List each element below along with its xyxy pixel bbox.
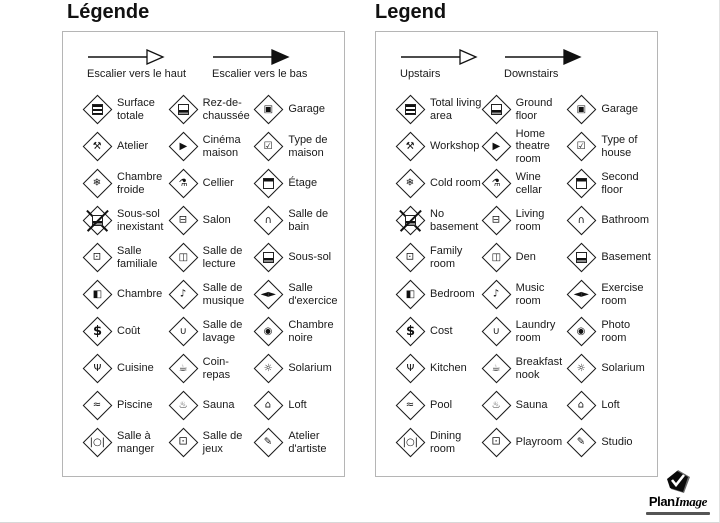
legend-item-label: No basement xyxy=(430,208,479,233)
no-basement-icon xyxy=(83,206,113,236)
car-icon: ▣ xyxy=(254,95,284,125)
stairs-up-label: Escalier vers le haut xyxy=(87,68,187,80)
legend-item xyxy=(396,313,482,350)
legend-item-label: Dining room xyxy=(430,430,462,455)
legend-item-label: Family room xyxy=(430,245,463,270)
house-checklist-icon: ☑ xyxy=(567,132,597,162)
legend-item-label: Garage xyxy=(288,103,326,116)
legend-item xyxy=(83,128,169,165)
swimmer-icon: ≈ xyxy=(396,391,426,421)
legend-item xyxy=(396,276,482,313)
legend-item xyxy=(254,128,340,165)
legend-item-label: Solarium xyxy=(288,362,332,375)
legend-item xyxy=(567,350,653,387)
wine-bottle-icon: ⚗ xyxy=(481,169,511,199)
legend-item-label: Chambre xyxy=(117,288,163,301)
legend-item-label: Salle à manger xyxy=(117,430,155,455)
legend-item xyxy=(169,91,255,128)
legend-item xyxy=(396,350,482,387)
legend-item-label: Bedroom xyxy=(430,288,475,301)
legend-item xyxy=(83,202,169,239)
legend-item-label: Total living area xyxy=(430,97,482,122)
legend-item xyxy=(169,313,255,350)
legend-item xyxy=(254,91,340,128)
artist-palette-icon: ✎ xyxy=(567,428,597,458)
legend-item-label: Atelier xyxy=(117,140,149,153)
legend-panel-fr xyxy=(62,31,345,477)
legend-items-grid xyxy=(396,91,653,461)
open-book-icon: ◫ xyxy=(168,243,198,273)
legend-item-label: Laundry room xyxy=(515,319,556,344)
basement-icon xyxy=(567,243,597,273)
projector-icon: ▶ xyxy=(481,132,511,162)
cooking-pot-icon: Ψ xyxy=(83,354,113,384)
ground-floor-icon xyxy=(481,95,511,125)
domino-icon: ⚀ xyxy=(168,428,198,458)
legend-item-label: Chambre froide xyxy=(117,171,163,196)
legend-item xyxy=(567,313,653,350)
laundry-basket-icon: ∪ xyxy=(168,317,198,347)
legend-item xyxy=(169,202,255,239)
legend-item-label: Loft xyxy=(601,399,620,412)
dollar-icon: $ xyxy=(396,317,426,347)
legend-item xyxy=(254,239,340,276)
legend-item-label: Wine cellar xyxy=(515,171,542,196)
sofa-icon: ⊟ xyxy=(168,206,198,236)
legend-item xyxy=(482,276,568,313)
legend-item-label: Type of house xyxy=(601,134,638,159)
legend-item-label: Rez-de-chaussée xyxy=(202,97,250,122)
legend-item-label: Living room xyxy=(515,208,545,233)
open-book-icon: ◫ xyxy=(481,243,511,273)
legend-item xyxy=(482,424,568,461)
legend-item xyxy=(482,387,568,424)
sauna-person-icon: ♨ xyxy=(481,391,511,421)
stairs-up-key xyxy=(87,49,186,80)
legend-item xyxy=(567,165,653,202)
legend-item xyxy=(254,165,340,202)
legend-item-label: Coût xyxy=(117,325,141,338)
swimmer-icon: ≈ xyxy=(83,391,113,421)
stairs-down-key xyxy=(212,49,307,80)
bed-icon: ◧ xyxy=(396,280,426,310)
dollar-icon: $ xyxy=(83,317,113,347)
legend-item-label: Second floor xyxy=(601,171,639,196)
legend-item-label: Cellier xyxy=(202,177,234,190)
camera-icon: ◉ xyxy=(254,317,284,347)
legend-item-label: Workshop xyxy=(430,140,480,153)
legend-item xyxy=(169,128,255,165)
coffee-cup-icon: ☕ xyxy=(168,354,198,384)
ground-floor-icon xyxy=(168,95,198,125)
legend-item xyxy=(83,239,169,276)
legend-item-label: Coin-repas xyxy=(202,356,231,381)
legend-item-label: Étage xyxy=(288,177,318,190)
legend-item xyxy=(482,165,568,202)
legend-item xyxy=(396,202,482,239)
stairs-down-key xyxy=(504,49,582,80)
legend-item xyxy=(169,387,255,424)
legend-item-label: Salle de lavage xyxy=(202,319,243,344)
legend-item-label: Ground floor xyxy=(515,97,553,122)
legend-item-label: Salle de musique xyxy=(202,282,245,307)
planimage-logo xyxy=(642,468,714,515)
legend-item xyxy=(83,313,169,350)
roof-icon: ⌂ xyxy=(254,391,284,421)
laundry-basket-icon: ∪ xyxy=(481,317,511,347)
legend-item-label: Sauna xyxy=(515,399,548,412)
wine-bottle-icon: ⚗ xyxy=(168,169,198,199)
plate-cutlery-icon: |○| xyxy=(396,428,426,458)
legend-item-label: Music room xyxy=(515,282,545,307)
logo-word-plan: Plan xyxy=(648,494,675,509)
legend-items-grid xyxy=(83,91,340,461)
legend-item xyxy=(169,350,255,387)
legend-item-label: Pool xyxy=(430,399,453,412)
camera-icon: ◉ xyxy=(567,317,597,347)
dumbbell-icon: ◄► xyxy=(254,280,284,310)
legend-item xyxy=(396,239,482,276)
tv-icon: ⊡ xyxy=(83,243,113,273)
toilet-icon: ∩ xyxy=(254,206,284,236)
legend-item-label: Salle de jeux xyxy=(202,430,243,455)
legend-item xyxy=(83,350,169,387)
car-icon: ▣ xyxy=(567,95,597,125)
legend-item xyxy=(482,91,568,128)
toilet-icon: ∩ xyxy=(567,206,597,236)
legend-item-label: Salle de bain xyxy=(288,208,329,233)
legend-item xyxy=(396,424,482,461)
stairs-down-label: Downstairs xyxy=(504,68,559,80)
music-note-icon: ♪ xyxy=(481,280,511,310)
legend-item-label: Atelier d'artiste xyxy=(288,430,327,455)
stairs-up-key xyxy=(400,49,478,80)
total-area-layers-icon xyxy=(396,95,426,125)
up-arrow-icon xyxy=(400,49,478,65)
legend-item xyxy=(254,424,340,461)
sauna-person-icon: ♨ xyxy=(168,391,198,421)
legend-item-label: Bathroom xyxy=(601,214,650,227)
legend-item-label: Sauna xyxy=(202,399,235,412)
legend-title-en: Legend xyxy=(375,1,447,23)
artist-palette-icon: ✎ xyxy=(254,428,284,458)
legend-item xyxy=(83,387,169,424)
stairs-arrow-key xyxy=(87,49,344,80)
down-arrow-icon xyxy=(212,49,290,65)
legend-item xyxy=(482,128,568,165)
legend-item-label: Photo room xyxy=(601,319,631,344)
legend-item-label: Salle familiale xyxy=(117,245,158,270)
legend-item-label: Cinéma maison xyxy=(202,134,241,159)
legend-item-label: Type de maison xyxy=(288,134,328,159)
legend-item-label: Playroom xyxy=(515,436,563,449)
sun-icon: ☼ xyxy=(254,354,284,384)
second-floor-icon xyxy=(254,169,284,199)
legend-item xyxy=(169,424,255,461)
legend-item xyxy=(396,387,482,424)
stairs-up-label: Upstairs xyxy=(400,68,441,80)
projector-icon: ▶ xyxy=(168,132,198,162)
legend-item-label: Home theatre room xyxy=(515,127,550,165)
plate-cutlery-icon: |○| xyxy=(83,428,113,458)
cooking-pot-icon: Ψ xyxy=(396,354,426,384)
legend-item xyxy=(567,202,653,239)
legend-item xyxy=(567,424,653,461)
legend-item xyxy=(396,91,482,128)
bed-icon: ◧ xyxy=(83,280,113,310)
legend-item xyxy=(254,202,340,239)
down-arrow-icon xyxy=(504,49,582,65)
legend-item-label: Salle de lecture xyxy=(202,245,243,270)
legend-item xyxy=(83,276,169,313)
legend-item xyxy=(482,202,568,239)
legend-item xyxy=(396,165,482,202)
total-area-layers-icon xyxy=(83,95,113,125)
legend-item xyxy=(169,239,255,276)
legend-item xyxy=(482,313,568,350)
music-note-icon: ♪ xyxy=(168,280,198,310)
legend-item xyxy=(567,387,653,424)
legend-item xyxy=(83,165,169,202)
sun-icon: ☼ xyxy=(567,354,597,384)
legend-item-label: Exercise room xyxy=(601,282,644,307)
stairs-arrow-key xyxy=(400,49,657,80)
thermometer-icon: ❄ xyxy=(83,169,113,199)
legend-item-label: Sous-sol inexistant xyxy=(117,208,164,233)
second-floor-icon xyxy=(567,169,597,199)
dumbbell-icon: ◄► xyxy=(567,280,597,310)
hammer-icon: ⚒ xyxy=(396,132,426,162)
planimage-logo-text xyxy=(642,493,714,511)
legend-item-label: Cold room xyxy=(430,177,481,190)
legend-item-label: Kitchen xyxy=(430,362,467,375)
legend-item xyxy=(169,165,255,202)
legend-item-label: Sous-sol xyxy=(288,251,332,264)
legend-item-label: Breakfast nook xyxy=(515,356,563,381)
logo-word-image: Image xyxy=(674,494,708,509)
hammer-icon: ⚒ xyxy=(83,132,113,162)
legend-item-label: Piscine xyxy=(117,399,153,412)
legend-item xyxy=(567,91,653,128)
logo-tagline-bar xyxy=(646,512,710,515)
no-basement-icon xyxy=(396,206,426,236)
legend-item xyxy=(396,128,482,165)
legend-item xyxy=(567,276,653,313)
legend-item xyxy=(83,424,169,461)
basement-icon xyxy=(254,243,284,273)
up-arrow-icon xyxy=(87,49,165,65)
legend-item xyxy=(482,239,568,276)
legend-item xyxy=(254,276,340,313)
sofa-icon: ⊟ xyxy=(481,206,511,236)
legend-item xyxy=(83,91,169,128)
legend-item-label: Chambre noire xyxy=(288,319,334,344)
legend-item-label: Surface totale xyxy=(117,97,155,122)
planimage-logo-icon xyxy=(663,468,693,495)
thermometer-icon: ❄ xyxy=(396,169,426,199)
legend-item xyxy=(254,313,340,350)
roof-icon: ⌂ xyxy=(567,391,597,421)
legend-item-label: Salon xyxy=(202,214,231,227)
legend-item xyxy=(254,387,340,424)
domino-icon: ⚀ xyxy=(481,428,511,458)
legend-panel-en xyxy=(375,31,658,477)
legend-item-label: Loft xyxy=(288,399,307,412)
legend-item-label: Studio xyxy=(601,436,633,449)
legend-title-fr: Légende xyxy=(67,1,150,23)
legend-item xyxy=(169,276,255,313)
legend-item-label: Cost xyxy=(430,325,453,338)
legend-item xyxy=(254,350,340,387)
legend-item-label: Den xyxy=(515,251,536,264)
legend-item-label: Salle d'exercice xyxy=(288,282,338,307)
legend-item-label: Cuisine xyxy=(117,362,154,375)
stairs-down-label: Escalier vers le bas xyxy=(212,68,308,80)
house-checklist-icon: ☑ xyxy=(254,132,284,162)
legend-item xyxy=(482,350,568,387)
legend-item-label: Garage xyxy=(601,103,639,116)
legend-item-label: Basement xyxy=(601,251,651,264)
legend-item xyxy=(567,239,653,276)
coffee-cup-icon: ☕ xyxy=(481,354,511,384)
tv-icon: ⊡ xyxy=(396,243,426,273)
legend-item-label: Solarium xyxy=(601,362,645,375)
legend-item xyxy=(567,128,653,165)
